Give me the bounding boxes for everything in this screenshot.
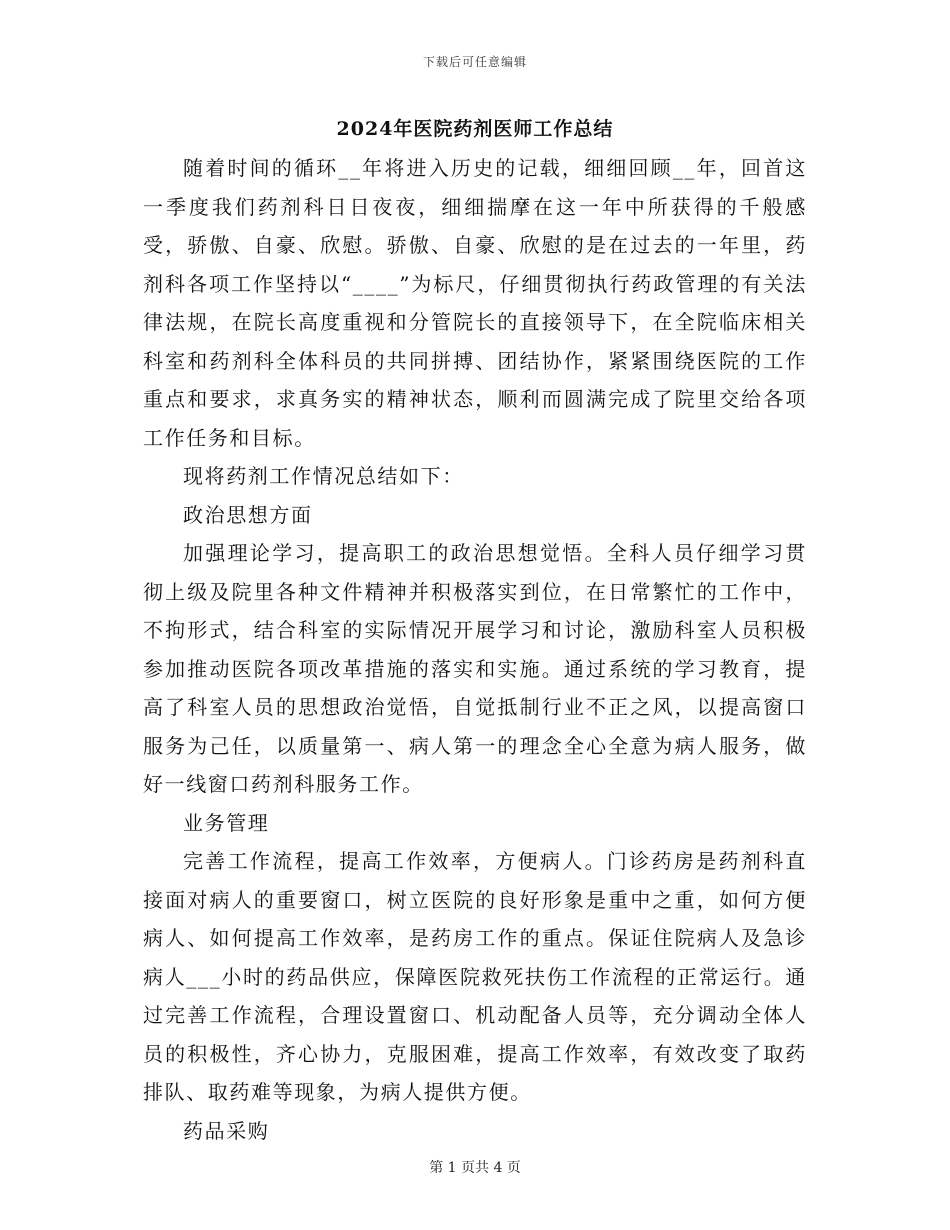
- document-body: [143, 149, 807, 1150]
- paragraph-political: 加强理论学习，提高职工的政治思想觉悟。全科人员仔细学习贯彻上级及院里各种文件精神并积极落实到位，在日常繁忙的工作中，不拘形式，结合科室的实际情况开展学习和讨论，激励科室人员积极参加推动医院各项改革措施的落实和实施。通过系统的学习教育，提高了科室人员的思想政治觉悟，自觉抵制行业不正之风，以提高窗口服务为己任，以质量第一、病人第一的理念全心全意为病人服务，做好一线窗口药剂科服务工作。: [143, 541, 807, 796]
- paragraph-business: 完善工作流程，提高工作效率，方便病人。门诊药房是药剂科直接面对病人的重要窗口，树立医院的良好形象是重中之重，如何方便病人、如何提高工作效率，是药房工作的重点。保证住院病人及急诊病人___小时的药品供应，保障医院救死扶伤工作流程的正常运行。通过完善工作流程，合理设置窗口、机动配备人员等，充分调动全体人员的积极性，齐心协力，克服困难，提高工作效率，有效改变了取药排队、取药难等现象，为病人提供方便。: [143, 849, 807, 1104]
- paragraph-summary-lead: 现将药剂工作情况总结如下：: [183, 464, 464, 488]
- header-note: 下载后可任意编辑: [422, 55, 527, 69]
- section-heading-procurement: 药品采购: [183, 1118, 270, 1143]
- section-heading-business: 业务管理: [183, 810, 270, 835]
- document-title: 2024年医院药剂医师工作总结: [336, 118, 614, 140]
- section-heading-political: 政治思想方面: [183, 502, 313, 527]
- page-number: 第 1 页共 4 页: [429, 1160, 521, 1176]
- paragraph-intro: 随着时间的循环__年将进入历史的记载，细细回顾__年，回首这一季度我们药剂科日日夜夜，细细揣摩在这一年中所获得的千般感受，骄傲、自豪、欣慰。骄傲、自豪、欣慰的是在过去的一年里，药剂科各项工作坚持以“____”为标尺，仔细贯彻执行药政管理的有关法律法规，在院长高度重视和分管院长的直接领导下，在全院临床相关科室和药剂科全体科员的共同拼搏、团结协作，紧紧围绕医院的工作重点和要求，求真务实的精神状态，顺利而圆满完成了院里交给各项工作任务和目标。: [143, 156, 807, 450]
